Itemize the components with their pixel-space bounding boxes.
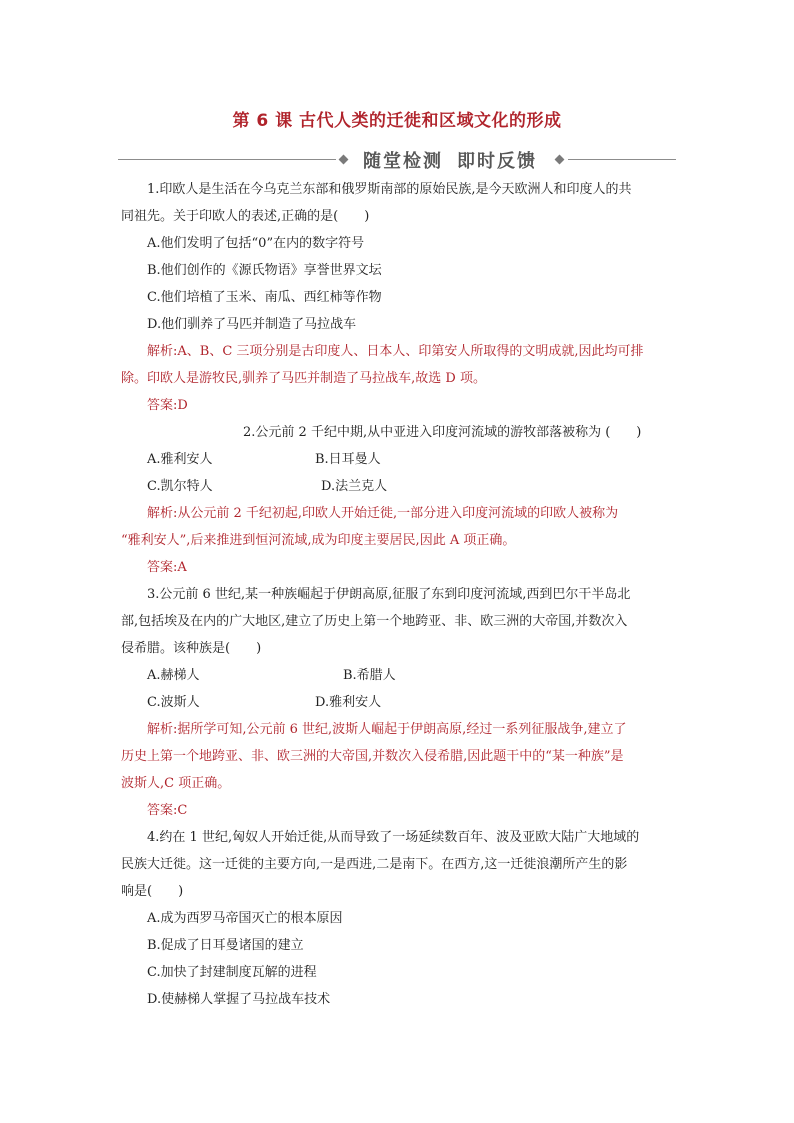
option-d: D.法兰克人 [321, 479, 388, 494]
option-d: D.使赫梯人掌握了马拉战车技术 [147, 992, 331, 1007]
option-a: A.雅利安人 [147, 452, 213, 467]
option-a: A.成为西罗马帝国灭亡的根本原因 [147, 911, 343, 926]
option-b: B.他们创作的《源氏物语》享誉世界文坛 [147, 263, 382, 278]
question-1-analysis-line-1: 解析:A、B、C 三项分别是古印度人、日本人、印第安人所取得的文明成就,因此均可排 [147, 344, 644, 359]
question-2-analysis-line-1: 解析:从公元前 2 千纪初起,印欧人开始迁徙,一部分进入印度河流域的印欧人被称为 [147, 506, 619, 521]
question-2-stem: 2.公元前 2 千纪中期,从中亚进入印度河流域的游牧部落被称为 ( ) [243, 425, 642, 440]
question-2-options-row-2 [147, 473, 677, 500]
option-d: D.雅利安人 [315, 695, 382, 710]
question-1-answer: 答案:D [147, 398, 188, 413]
question-1-stem-line-2: 同祖先。关于印欧人的表述,正确的是( ) [121, 209, 370, 224]
option-c: C.波斯人 [147, 695, 200, 710]
question-3-stem-line-1: 3.公元前 6 世纪,某一种族崛起于伊朗高原,征服了东到印度河流域,西到巴尔干半岛北 [147, 587, 631, 602]
question-4 [121, 824, 677, 1013]
question-3 [121, 581, 677, 824]
option-c: C.凯尔特人 [147, 479, 213, 494]
question-list [121, 176, 677, 1013]
lesson-title: 第 6 课 古代人类的迁徙和区域文化的形成 [232, 111, 562, 131]
question-3-analysis-line-3: 波斯人,C 项正确。 [121, 776, 231, 791]
question-3-answer: 答案:C [147, 803, 188, 818]
question-2-answer: 答案:A [147, 560, 187, 575]
option-b: B.日耳曼人 [315, 452, 381, 467]
banner-right-text: 即时反馈 [457, 151, 537, 172]
option-c: C.他们培植了玉米、南瓜、西红柿等作物 [147, 290, 382, 305]
question-2-options-row-1 [147, 446, 677, 473]
question-4-stem-line-1: 4.约在 1 世纪,匈奴人开始迁徙,从而导致了一场延续数百年、波及亚欧大陆广大地域的 [147, 830, 640, 845]
banner-rule-left [118, 159, 336, 160]
question-1-analysis-line-2: 除。印欧人是游牧民,驯养了马匹并制造了马拉战车,故选 D 项。 [121, 371, 486, 386]
banner-left-text: 随堂检测 [363, 151, 443, 172]
banner-text [352, 147, 548, 173]
question-3-stem-line-3: 侵希腊。该种族是( ) [121, 641, 262, 656]
option-a: A.他们发明了包括“0”在内的数字符号 [147, 236, 365, 251]
option-c: C.加快了封建制度瓦解的进程 [147, 965, 317, 980]
question-1-stem-line-1: 1.印欧人是生活在今乌克兰东部和俄罗斯南部的原始民族,是今天欧洲人和印度人的共 [147, 182, 632, 197]
option-d: D.他们驯养了马匹并制造了马拉战车 [147, 317, 357, 332]
banner-rule-right [568, 159, 676, 160]
question-3-analysis-line-2: 历史上第一个地跨亚、非、欧三洲的大帝国,并数次入侵希腊,因此题干中的“某一种族”是 [121, 749, 624, 764]
banner-diamond-left [339, 155, 349, 165]
question-1 [121, 176, 677, 419]
option-b: B.希腊人 [343, 668, 396, 683]
section-banner [118, 146, 676, 172]
question-3-stem-line-2: 部,包括埃及在内的广大地区,建立了历史上第一个地跨亚、非、欧三洲的大帝国,并数次入 [121, 614, 628, 629]
question-2 [121, 419, 677, 581]
question-4-stem-line-3: 响是( ) [121, 884, 184, 899]
question-3-analysis-line-1: 解析:据所学可知,公元前 6 世纪,波斯人崛起于伊朗高原,经过一系列征服战争,建立了 [147, 722, 627, 737]
option-a: A.赫梯人 [147, 668, 200, 683]
question-4-stem-line-2: 民族大迁徙。这一迁徙的主要方向,一是西进,二是南下。在西方,这一迁徙浪潮所产生的影 [121, 857, 628, 872]
banner-diamond-right [555, 155, 565, 165]
question-2-analysis-line-2: “雅利安人”,后来推进到恒河流域,成为印度主要居民,因此 A 项正确。 [121, 533, 516, 548]
option-b: B.促成了日耳曼诸国的建立 [147, 938, 304, 953]
question-3-options-row-2 [147, 689, 677, 716]
question-3-options-row-1 [147, 662, 677, 689]
